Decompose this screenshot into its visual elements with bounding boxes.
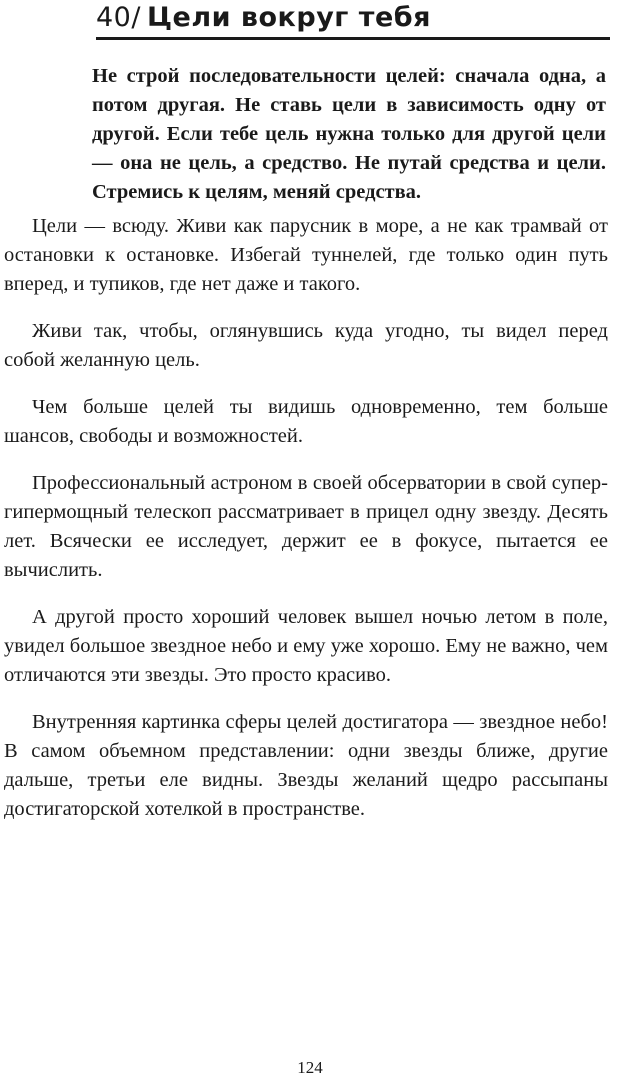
page-number: 124 [297, 1058, 323, 1077]
body-text [4, 212, 608, 842]
chapter-number: 40/ [96, 2, 141, 33]
header-rule [96, 37, 610, 40]
paragraph: Профессиональный астроном в своей обсерватории в свой супер-гипермощный телескоп рассматривает в прицел одну звезду. Десять лет. Всячески ее исследует, держит ее в фокусе, пытается ее вычислить. [4, 472, 608, 581]
lead-paragraph: Не строй последовательности целей: сначала одна, а потом другая. Не ставь цели в зависимость одну от другой. Если тебе цель нужна только для другой цели — она не цель, а средство. Не путай средства и цели. Стремись к целям, меняй средства. [92, 65, 606, 203]
paragraph: Внутренняя картинка сферы целей достигатора — звездное небо! В самом объемном представлении: одни звезды ближе, другие дальше, третьи еле видны. Звезды желаний щедро рассыпаны достигаторской хотелкой в пространстве. [4, 711, 608, 820]
paragraph: А другой просто хороший человек вышел ночью летом в поле, увидел большое звездное небо и ему уже хорошо. Ему не важно, чем отличаются эти звезды. Это просто красиво. [4, 606, 608, 686]
chapter-header [96, 2, 610, 42]
paragraph: Чем больше целей ты видишь одновременно, тем больше шансов, свободы и возможностей. [4, 396, 608, 447]
paragraph: Живи так, чтобы, оглянувшись куда угодно, ты видел перед собой желанную цель. [4, 320, 608, 371]
paragraph: Цели — всюду. Живи как парусник в море, а не как трамвай от остановки к остановке. Избегай туннелей, где только один путь вперед, и тупиков, где нет даже и такого. [4, 215, 608, 295]
chapter-title: Цели вокруг тебя [146, 2, 431, 33]
